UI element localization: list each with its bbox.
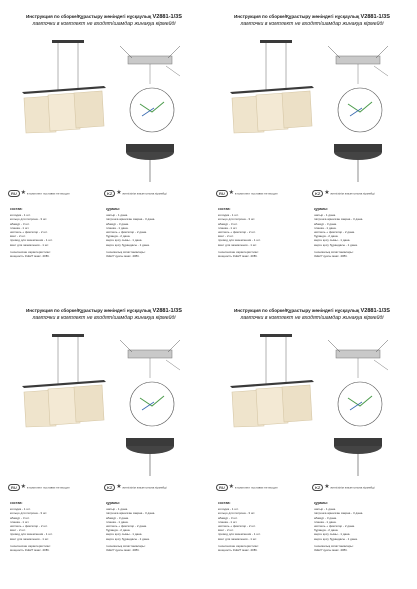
ru-parts-list <box>10 207 53 258</box>
ru-parts-title: состав: <box>218 501 231 505</box>
kz-tech-value: 3xE27 қуаты макс. 40Вт. <box>106 548 140 553</box>
ru-parts-items <box>10 507 53 541</box>
ru-parts-title: состав: <box>10 207 23 211</box>
chandelier-illustration <box>226 326 326 446</box>
kz-part-item: патронға арналған сақина - 3 дана. <box>106 217 156 222</box>
kz-part-item: жерге қосу сымы - 1 дана. <box>106 238 143 243</box>
kz-part-item: абажур - 3 дана. <box>314 515 337 520</box>
lamp-shade <box>74 91 104 128</box>
kz-part-item: планка - 1 дана. <box>314 225 337 230</box>
ru-part-item: провод для заземления - 1 шт. <box>218 532 261 537</box>
canopy-body <box>334 144 382 152</box>
kz-tech-value: 3xE27 қуаты макс. 40Вт. <box>314 548 348 553</box>
kz-part-item: шатыр - 1 дана. <box>314 213 336 218</box>
kz-part-item: жерге қосу бұрандасы - 1 дана. <box>314 242 358 247</box>
kz-parts-title: құрамы: <box>106 501 121 505</box>
legend-row <box>8 189 200 198</box>
kz-part-item: патронға арналған сақина - 3 дана. <box>314 511 364 516</box>
bulbs-note: лампочки в комплект не входят/шамдар жинаққа кірмейді <box>32 315 176 321</box>
ru-part-item: винт для заземления - 1 шт. <box>10 242 50 247</box>
screw-icon <box>328 340 340 352</box>
ru-part-item: провод для заземления - 1 шт. <box>10 532 53 537</box>
ru-part-item: колодка - 1 шт. <box>218 213 239 218</box>
wiring-detail-circle <box>130 382 174 426</box>
ru-part-item: винт - 2 шт. <box>10 528 26 533</box>
lamp-shade <box>282 91 312 128</box>
ceiling-canopy <box>260 40 292 43</box>
model-number: V2881-1/3S <box>152 308 183 314</box>
kz-part-item: жерге қосу бұрандасы - 1 дана. <box>106 536 150 541</box>
kz-parts-list <box>314 207 363 258</box>
sheet-header <box>0 14 208 20</box>
kz-part-item: шатыр - 1 дана. <box>106 507 128 512</box>
kz-not-included-note: жеткізілім жиынтығына кірмейді <box>122 485 167 490</box>
instruction-sheet <box>0 0 208 294</box>
kz-part-item: ниппель + фиксатор - 2 дана. <box>106 524 147 529</box>
kz-tech-title: техникалық сипаттамалары: <box>314 543 354 548</box>
instruction-sheet <box>0 294 208 588</box>
chandelier-illustration <box>18 326 118 446</box>
wiring-detail-circle <box>338 382 382 426</box>
kz-part-item: жерге қосу сымы - 1 дана. <box>314 238 351 243</box>
ru-tech-value: мощность 3xE27 макс. 40Вт. <box>10 548 50 553</box>
ru-not-included-note: в комплект поставки не входит <box>234 485 278 490</box>
ru-part-item: винт - 2 шт. <box>218 234 234 239</box>
kz-not-included-note: жеткізілім жиынтығына кірмейді <box>330 485 375 490</box>
kz-part-item: бұранда - 2 дана. <box>314 528 339 533</box>
star-icon: ★ <box>20 484 27 490</box>
ru-part-item: кольцо для патрона - 3 шт. <box>218 511 256 516</box>
kz-badge: KZ <box>312 190 323 197</box>
ru-part-item: абажур - 3 шт. <box>218 515 238 520</box>
kz-parts-items <box>106 213 155 247</box>
ru-part-item: винт для заземления - 1 шт. <box>218 242 258 247</box>
kz-parts-list <box>106 207 155 258</box>
kz-part-item: патронға арналған сақина - 3 дана. <box>106 511 156 516</box>
kz-part-item: ниппель + фиксатор - 2 дана. <box>314 524 355 529</box>
kz-part-item: бұранда - 2 дана. <box>106 528 131 533</box>
kz-tech-title: техникалық сипаттамалары: <box>106 543 146 548</box>
ru-part-item: винт для заземления - 1 шт. <box>10 536 50 541</box>
ru-part-item: кольцо для патрона - 3 шт. <box>218 217 256 222</box>
chandelier-illustration <box>18 32 118 152</box>
header-text: Инструкция по сборке/Құрастыру жөніндегі нұсқаулық <box>25 14 152 19</box>
ru-parts-items <box>218 507 261 541</box>
ru-part-item: винт - 2 шт. <box>10 234 26 239</box>
ru-badge: RU <box>216 484 228 491</box>
wiring-detail-circle <box>130 88 174 132</box>
kz-not-included-note: жеткізілім жиынтығына кірмейді <box>330 191 375 196</box>
ru-tech-value: мощность 3xE27 макс. 40Вт. <box>218 548 258 553</box>
canopy-body <box>126 144 174 152</box>
model-number: V2881-1/3S <box>152 14 183 20</box>
star-icon: ★ <box>20 190 27 196</box>
bulbs-note: лампочки в комплект не входят/шамдар жинаққа кірмейді <box>240 315 384 321</box>
kz-parts-items <box>314 213 363 247</box>
ru-badge: RU <box>8 190 20 197</box>
bulbs-note: лампочки в комплект не входят/шамдар жинаққа кірмейді <box>240 21 384 27</box>
kz-part-item: планка - 1 дана. <box>314 519 337 524</box>
kz-part-item: планка - 1 дана. <box>106 225 129 230</box>
kz-parts-title: құрамы: <box>314 501 329 505</box>
sheet-header <box>0 308 208 314</box>
ru-part-item: винт - 2 шт. <box>218 528 234 533</box>
ru-tech-title: технические характеристики: <box>10 543 51 548</box>
screw-icon <box>120 340 132 352</box>
screw-icon <box>328 46 340 58</box>
kz-legend <box>312 483 375 492</box>
kz-part-item: жерге қосу бұрандасы - 1 дана. <box>106 242 150 247</box>
wiring-detail-circle <box>338 88 382 132</box>
arrow-icon <box>374 66 388 76</box>
kz-badge: KZ <box>104 190 115 197</box>
kz-part-item: шатыр - 1 дана. <box>314 507 336 512</box>
ru-part-item: ниппель + фиксатор - 2 шт. <box>218 230 256 235</box>
ru-part-item: планка - 1 шт. <box>10 225 30 230</box>
kz-part-item: бұранда - 2 дана. <box>314 234 339 239</box>
kz-tech-specs <box>314 544 363 552</box>
ru-part-item: планка - 1 шт. <box>218 225 238 230</box>
kz-tech-title: техникалық сипаттамалары: <box>314 249 354 254</box>
kz-part-item: абажур - 3 дана. <box>106 221 129 226</box>
star-icon: ★ <box>324 190 330 196</box>
chandelier-illustration <box>226 32 326 152</box>
arrow-icon <box>166 66 180 76</box>
ru-part-item: ниппель + фиксатор - 2 шт. <box>10 524 48 529</box>
ru-parts-list <box>218 501 261 552</box>
kz-badge: KZ <box>104 484 115 491</box>
ceiling-canopy <box>52 334 84 337</box>
kz-part-item: ниппель + фиксатор - 2 дана. <box>106 230 147 235</box>
kz-part-item: патронға арналған сақина - 3 дана. <box>314 217 364 222</box>
kz-tech-specs <box>106 544 155 552</box>
header-text: Инструкция по сборке/Құрастыру жөніндегі нұсқаулық <box>233 308 360 313</box>
kz-parts-title: құрамы: <box>106 207 121 211</box>
mounting-diagram <box>318 330 402 480</box>
ru-not-included-note: в комплект поставки не входит <box>26 191 70 196</box>
ru-parts-items <box>10 213 53 247</box>
ceiling-canopy <box>52 40 84 43</box>
mounting-bracket <box>336 350 380 358</box>
kz-part-item: жерге қосу бұрандасы - 1 дана. <box>314 536 358 541</box>
ru-tech-specs <box>10 250 53 258</box>
lamp-shade <box>74 385 104 422</box>
ru-part-item: провод для заземления - 1 шт. <box>218 238 261 243</box>
ru-badge: RU <box>8 484 20 491</box>
ru-part-item: планка - 1 шт. <box>10 519 30 524</box>
legend-row <box>216 189 408 198</box>
ru-part-item: ниппель + фиксатор - 2 шт. <box>10 230 48 235</box>
ru-not-included-note: в комплект поставки не входит <box>26 485 70 490</box>
screw-icon <box>168 46 180 58</box>
kz-part-item: жерге қосу сымы - 1 дана. <box>106 532 143 537</box>
kz-legend <box>104 483 167 492</box>
legend-row <box>8 483 200 492</box>
star-icon: ★ <box>228 190 235 196</box>
ru-parts-title: состав: <box>10 501 23 505</box>
ru-parts-list <box>10 501 53 552</box>
ru-part-item: планка - 1 шт. <box>218 519 238 524</box>
mounting-diagram <box>110 36 194 186</box>
instruction-sheet <box>208 0 416 294</box>
ru-part-item: ниппель + фиксатор - 2 шт. <box>218 524 256 529</box>
ru-part-item: винт для заземления - 1 шт. <box>218 536 258 541</box>
ru-tech-specs <box>218 544 261 552</box>
star-icon: ★ <box>116 190 122 196</box>
header-text: Инструкция по сборке/Құрастыру жөніндегі нұсқаулық <box>233 14 360 19</box>
kz-parts-items <box>314 507 363 541</box>
kz-part-item: планка - 1 дана. <box>106 519 129 524</box>
mounting-bracket <box>336 56 380 64</box>
ru-part-item: абажур - 3 шт. <box>218 221 238 226</box>
canopy-body <box>334 438 382 446</box>
lamp-shade <box>282 385 312 422</box>
screw-icon <box>376 340 388 352</box>
ru-part-item: кольцо для патрона - 3 шт. <box>10 217 48 222</box>
ru-tech-title: технические характеристики: <box>10 249 51 254</box>
mounting-bracket <box>128 56 172 64</box>
kz-tech-specs <box>314 250 363 258</box>
kz-badge: KZ <box>312 484 323 491</box>
star-icon: ★ <box>228 484 235 490</box>
ru-part-item: абажур - 3 шт. <box>10 221 30 226</box>
mounting-bracket <box>128 350 172 358</box>
star-icon: ★ <box>116 484 122 490</box>
kz-parts-items <box>106 507 155 541</box>
header-text: Инструкция по сборке/Құрастыру жөніндегі нұсқаулық <box>25 308 152 313</box>
sheet-header <box>208 14 416 20</box>
ceiling-canopy <box>260 334 292 337</box>
ru-part-item: колодка - 1 шт. <box>10 213 31 218</box>
legend-row <box>216 483 408 492</box>
kz-tech-value: 3xE27 қуаты макс. 40Вт. <box>106 254 140 259</box>
ru-badge: RU <box>216 190 228 197</box>
ru-tech-value: мощность 3xE27 макс. 40Вт. <box>218 254 258 259</box>
arrow-icon <box>374 360 388 370</box>
kz-part-item: жерге қосу сымы - 1 дана. <box>314 532 351 537</box>
kz-part-item: шатыр - 1 дана. <box>106 213 128 218</box>
kz-legend <box>312 189 375 198</box>
kz-tech-value: 3xE27 қуаты макс. 40Вт. <box>314 254 348 259</box>
canopy-body <box>126 438 174 446</box>
ru-part-item: колодка - 1 шт. <box>10 507 31 512</box>
model-number: V2881-1/3S <box>360 14 391 20</box>
kz-not-included-note: жеткізілім жиынтығына кірмейді <box>122 191 167 196</box>
star-icon: ★ <box>324 484 330 490</box>
ru-part-item: кольцо для патрона - 3 шт. <box>10 511 48 516</box>
kz-tech-title: техникалық сипаттамалары: <box>106 249 146 254</box>
kz-parts-list <box>106 501 155 552</box>
ru-parts-items <box>218 213 261 247</box>
ru-parts-title: состав: <box>218 207 231 211</box>
ru-part-item: абажур - 3 шт. <box>10 515 30 520</box>
mounting-diagram <box>318 36 402 186</box>
ru-tech-value: мощность 3xE27 макс. 40Вт. <box>10 254 50 259</box>
mounting-diagram <box>110 330 194 480</box>
ru-tech-title: технические характеристики: <box>218 249 259 254</box>
kz-part-item: абажур - 3 дана. <box>314 221 337 226</box>
arrow-icon <box>166 360 180 370</box>
screw-icon <box>168 340 180 352</box>
kz-part-item: абажур - 3 дана. <box>106 515 129 520</box>
kz-legend <box>104 189 167 198</box>
ru-parts-list <box>218 207 261 258</box>
kz-parts-list <box>314 501 363 552</box>
ru-tech-specs <box>10 544 53 552</box>
ru-not-included-note: в комплект поставки не входит <box>234 191 278 196</box>
sheet-header <box>208 308 416 314</box>
kz-part-item: ниппель + фиксатор - 2 дана. <box>314 230 355 235</box>
kz-parts-title: құрамы: <box>314 207 329 211</box>
ru-part-item: колодка - 1 шт. <box>218 507 239 512</box>
ru-tech-title: технические характеристики: <box>218 543 259 548</box>
screw-icon <box>376 46 388 58</box>
bulbs-note: лампочки в комплект не входят/шамдар жинаққа кірмейді <box>32 21 176 27</box>
screw-icon <box>120 46 132 58</box>
kz-part-item: бұранда - 2 дана. <box>106 234 131 239</box>
instruction-sheet <box>208 294 416 588</box>
kz-tech-specs <box>106 250 155 258</box>
model-number: V2881-1/3S <box>360 308 391 314</box>
ru-tech-specs <box>218 250 261 258</box>
ru-part-item: провод для заземления - 1 шт. <box>10 238 53 243</box>
